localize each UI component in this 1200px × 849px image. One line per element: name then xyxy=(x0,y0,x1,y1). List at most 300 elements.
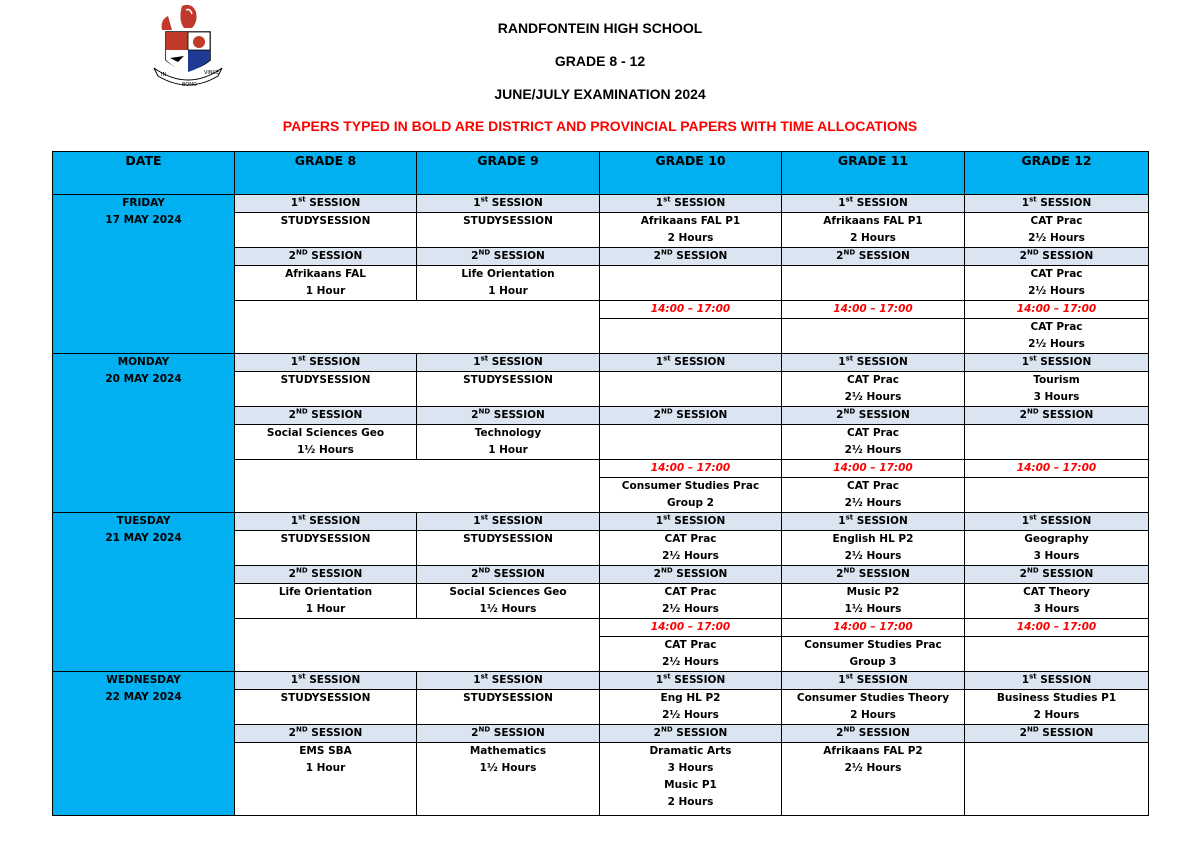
exam-cell-line: Life Orientation xyxy=(461,268,555,280)
exam-cell-line: 1½ Hours xyxy=(479,762,537,774)
session-ordinal: st xyxy=(480,195,489,204)
second-session-label xyxy=(417,725,600,743)
session-word: SESSION xyxy=(853,515,908,527)
session-word: SESSION xyxy=(307,250,363,262)
second-session-label xyxy=(965,725,1149,743)
exam-cell-line: Mathematics xyxy=(469,745,547,757)
session-ordinal: ND xyxy=(478,407,491,416)
session-word: SESSION xyxy=(305,674,361,686)
session-number: 1 xyxy=(290,197,299,209)
session-ordinal: ND xyxy=(1026,407,1039,416)
exam-cell xyxy=(235,743,417,816)
session-ordinal: st xyxy=(663,195,671,204)
session-number: 2 xyxy=(288,250,296,262)
session-word: SESSION xyxy=(670,356,726,368)
exam-cell-line: Tourism xyxy=(1033,374,1080,386)
first-session-label xyxy=(782,513,965,531)
exam-cell xyxy=(782,584,965,619)
exam-cell xyxy=(417,425,600,460)
afternoon-time-label: 14:00 – 17:00 xyxy=(965,619,1149,637)
exam-cell xyxy=(235,213,417,248)
session-word: SESSION xyxy=(1038,568,1094,580)
exam-title: JUNE/JULY EXAMINATION 2024 xyxy=(494,86,706,102)
session-word: SESSION xyxy=(672,727,728,739)
exam-cell-line: 2½ Hours xyxy=(844,762,902,774)
session-ordinal: st xyxy=(663,354,671,363)
exam-cell-line: CAT Prac xyxy=(664,533,717,545)
exam-cell-line: CAT Prac xyxy=(664,586,717,598)
exam-cell-line: STUDYSESSION xyxy=(463,374,553,386)
session-word: SESSION xyxy=(1038,250,1094,262)
first-session-label xyxy=(417,513,600,531)
session-word: SESSION xyxy=(855,250,910,262)
session-ordinal: ND xyxy=(478,725,491,734)
exam-cell-line: 2½ Hours xyxy=(844,550,902,562)
exam-cell-line: 2½ Hours xyxy=(844,391,902,403)
exam-cell xyxy=(600,584,782,619)
session-number: 2 xyxy=(1019,250,1027,262)
exam-cell xyxy=(600,372,782,407)
session-ordinal: ND xyxy=(1026,566,1039,575)
exam-cell xyxy=(235,690,417,725)
exam-cell xyxy=(965,690,1149,725)
exam-cell xyxy=(965,478,1149,513)
session-number: 1 xyxy=(1021,197,1030,209)
first-session-label xyxy=(782,195,965,213)
first-session-label xyxy=(600,195,782,213)
exam-cell-line: CAT Prac xyxy=(846,374,900,386)
exam-cell xyxy=(965,266,1149,301)
session-word: SESSION xyxy=(1038,409,1094,421)
session-ordinal: st xyxy=(845,672,854,681)
exam-cell xyxy=(965,743,1149,816)
exam-cell-line: STUDYSESSION xyxy=(280,215,371,227)
session-number: 2 xyxy=(471,568,479,580)
session-ordinal: st xyxy=(1029,672,1037,681)
exam-cell xyxy=(235,266,417,301)
first-session-label xyxy=(417,354,600,372)
afternoon-time-label: 14:00 – 17:00 xyxy=(965,460,1149,478)
session-word: SESSION xyxy=(670,197,726,209)
session-ordinal: ND xyxy=(295,248,308,257)
svg-text:VINCE: VINCE xyxy=(204,70,220,76)
exam-cell-line: STUDYSESSION xyxy=(463,692,553,704)
exam-cell-line: 2 Hours xyxy=(667,796,714,808)
second-session-label xyxy=(235,407,417,425)
first-session-label xyxy=(417,195,600,213)
exam-cell xyxy=(600,425,782,460)
exam-cell-line: 2 Hours xyxy=(1033,709,1080,721)
second-session-label xyxy=(600,407,782,425)
col-header-grade-9: GRADE 9 xyxy=(417,152,600,195)
exam-cell-line: 1½ Hours xyxy=(297,444,354,456)
session-ordinal: ND xyxy=(295,725,308,734)
first-session-label xyxy=(965,354,1149,372)
exam-cell xyxy=(965,213,1149,248)
exam-cell-line: STUDYSESSION xyxy=(463,215,553,227)
session-word: SESSION xyxy=(307,409,363,421)
exam-cell-line: Afrikaans FAL P2 xyxy=(823,745,923,757)
exam-cell xyxy=(965,319,1149,354)
second-session-label xyxy=(782,566,965,584)
exam-cell-line: Geography xyxy=(1024,533,1089,545)
exam-cell xyxy=(965,584,1149,619)
session-number: 1 xyxy=(655,515,664,527)
session-word: SESSION xyxy=(853,674,908,686)
session-ordinal: ND xyxy=(660,566,673,575)
exam-cell-line: Eng HL P2 xyxy=(660,692,721,704)
exam-cell xyxy=(235,425,417,460)
first-session-label xyxy=(965,195,1149,213)
day-date: 17 MAY 2024 xyxy=(105,214,182,226)
session-word: SESSION xyxy=(855,568,910,580)
exam-cell-line: English HL P2 xyxy=(832,533,914,545)
exam-cell xyxy=(782,690,965,725)
second-session-label xyxy=(417,566,600,584)
session-word: SESSION xyxy=(853,197,908,209)
session-ordinal: st xyxy=(298,354,306,363)
exam-cell-line: CAT Theory xyxy=(1023,586,1090,598)
session-ordinal: ND xyxy=(843,248,856,257)
exam-cell-line: Consumer Studies Prac xyxy=(621,480,760,492)
session-ordinal: st xyxy=(663,672,671,681)
session-ordinal: st xyxy=(298,672,306,681)
school-name: RANDFONTEIN HIGH SCHOOL xyxy=(497,20,703,36)
afternoon-blank-cell xyxy=(235,460,600,513)
session-number: 1 xyxy=(1021,515,1030,527)
session-number: 1 xyxy=(1021,674,1030,686)
exam-cell xyxy=(965,637,1149,672)
second-session-label xyxy=(235,248,417,266)
session-number: 1 xyxy=(290,674,299,686)
exam-cell-line: 2½ Hours xyxy=(1028,285,1085,297)
session-number: 1 xyxy=(473,356,481,368)
exam-cell-line: STUDYSESSION xyxy=(280,374,371,386)
session-word: SESSION xyxy=(490,727,545,739)
first-session-label xyxy=(600,354,782,372)
session-word: SESSION xyxy=(855,727,910,739)
session-number: 1 xyxy=(838,515,846,527)
exam-cell-line: CAT Prac xyxy=(664,639,717,651)
session1-header-row xyxy=(53,195,1149,213)
session-word: SESSION xyxy=(307,727,363,739)
session-word: SESSION xyxy=(305,515,361,527)
exam-cell-line: 2½ Hours xyxy=(662,709,719,721)
exam-cell-line: 3 Hours xyxy=(1033,391,1080,403)
session-ordinal: ND xyxy=(660,407,673,416)
session-ordinal: st xyxy=(1029,354,1037,363)
session-number: 2 xyxy=(288,568,296,580)
session-number: 1 xyxy=(838,356,846,368)
col-header-date: DATE xyxy=(53,152,235,195)
session-number: 1 xyxy=(655,197,664,209)
exam-cell-line: 3 Hours xyxy=(667,762,714,774)
col-header-grade-10: GRADE 10 xyxy=(600,152,782,195)
session-number: 1 xyxy=(1021,356,1030,368)
exam-cell xyxy=(782,743,965,816)
exam-cell-line: STUDYSESSION xyxy=(280,692,371,704)
exam-cell-line: CAT Prac xyxy=(1030,268,1083,280)
exam-cell xyxy=(417,372,600,407)
session-number: 1 xyxy=(655,674,664,686)
session-ordinal: st xyxy=(480,354,489,363)
exam-cell-line: 1 Hour xyxy=(488,444,528,456)
second-session-label xyxy=(782,248,965,266)
session-number: 2 xyxy=(653,727,661,739)
first-session-label xyxy=(417,672,600,690)
second-session-label xyxy=(235,725,417,743)
exam-cell-line: 1 Hour xyxy=(305,603,346,615)
second-session-label xyxy=(965,566,1149,584)
afternoon-time-label: 14:00 – 17:00 xyxy=(600,460,782,478)
exam-cell-line: Consumer Studies Prac xyxy=(804,639,942,651)
date-cell xyxy=(53,513,235,672)
afternoon-time-label: 14:00 – 17:00 xyxy=(965,301,1149,319)
second-session-label xyxy=(782,725,965,743)
exam-cell-line: 2½ Hours xyxy=(1028,338,1085,350)
exam-cell-line: Social Sciences Geo xyxy=(449,586,567,598)
exam-cell xyxy=(235,372,417,407)
afternoon-time-label: 14:00 – 17:00 xyxy=(782,619,965,637)
exam-cell xyxy=(782,266,965,301)
exam-cell xyxy=(600,213,782,248)
session-word: SESSION xyxy=(1036,356,1092,368)
second-session-label xyxy=(965,248,1149,266)
day-name: TUESDAY xyxy=(116,515,171,527)
second-session-label xyxy=(600,725,782,743)
session-word: SESSION xyxy=(670,674,726,686)
exam-cell xyxy=(600,478,782,513)
session-ordinal: ND xyxy=(660,248,673,257)
session-number: 2 xyxy=(471,250,479,262)
first-session-label xyxy=(600,672,782,690)
date-cell xyxy=(53,195,235,354)
exam-cell-line: 1 Hour xyxy=(488,285,528,297)
second-session-label xyxy=(600,566,782,584)
svg-text:IN: IN xyxy=(161,72,167,78)
first-session-label xyxy=(965,513,1149,531)
session-number: 2 xyxy=(836,568,844,580)
afternoon-time-label: 14:00 – 17:00 xyxy=(782,301,965,319)
exam-cell-line: 2½ Hours xyxy=(662,603,719,615)
first-session-label xyxy=(235,672,417,690)
session-ordinal: ND xyxy=(843,566,856,575)
day-name: MONDAY xyxy=(117,356,170,368)
exam-cell-line: Afrikaans FAL P1 xyxy=(640,215,741,227)
exam-cell-line: Music P1 xyxy=(664,779,717,791)
day-name: FRIDAY xyxy=(122,197,165,209)
session-number: 2 xyxy=(1019,409,1027,421)
date-cell xyxy=(53,672,235,816)
second-session-label xyxy=(782,407,965,425)
session1-header-row xyxy=(53,354,1149,372)
col-header-grade-8: GRADE 8 xyxy=(235,152,417,195)
afternoon-blank-cell xyxy=(235,301,600,354)
session-word: SESSION xyxy=(1036,674,1092,686)
grade-range: GRADE 8 - 12 xyxy=(554,53,646,69)
first-session-label xyxy=(235,513,417,531)
session-ordinal: ND xyxy=(1026,725,1039,734)
exam-cell-line: Group 3 xyxy=(849,656,897,668)
exam-cell-line: Business Studies P1 xyxy=(996,692,1117,704)
col-header-grade-11: GRADE 11 xyxy=(782,152,965,195)
session-number: 2 xyxy=(1019,568,1027,580)
session-number: 2 xyxy=(653,250,661,262)
exam-cell xyxy=(417,690,600,725)
session-number: 2 xyxy=(471,409,479,421)
session-word: SESSION xyxy=(488,674,543,686)
exam-cell-line: 2½ Hours xyxy=(662,550,719,562)
exam-cell-line: 1 Hour xyxy=(305,285,346,297)
second-session-label xyxy=(417,407,600,425)
exam-cell-line: Afrikaans FAL xyxy=(285,268,366,280)
exam-cell-line: Music P2 xyxy=(846,586,900,598)
session-word: SESSION xyxy=(305,197,361,209)
exam-cell xyxy=(782,213,965,248)
afternoon-time-label: 14:00 – 17:00 xyxy=(600,619,782,637)
session-number: 2 xyxy=(653,409,661,421)
afternoon-time-label: 14:00 – 17:00 xyxy=(600,301,782,319)
exam-cell-line: 1½ Hours xyxy=(844,603,902,615)
day-date: 21 MAY 2024 xyxy=(105,532,182,544)
exam-cell-line: 2½ Hours xyxy=(662,656,719,668)
session-number: 2 xyxy=(288,409,296,421)
second-session-label xyxy=(235,566,417,584)
exam-schedule-table xyxy=(52,151,1149,816)
exam-cell xyxy=(417,266,600,301)
exam-cell xyxy=(417,531,600,566)
day-name: WEDNESDAY xyxy=(106,674,181,686)
second-session-label xyxy=(600,248,782,266)
session-word: SESSION xyxy=(1036,515,1092,527)
session-word: SESSION xyxy=(488,356,543,368)
exam-cell xyxy=(782,372,965,407)
session-word: SESSION xyxy=(488,515,543,527)
session-number: 1 xyxy=(838,197,846,209)
col-header-grade-12: GRADE 12 xyxy=(965,152,1149,195)
exam-cell-line: 2½ Hours xyxy=(844,444,902,456)
afternoon-time-label: 14:00 – 17:00 xyxy=(782,460,965,478)
exam-cell xyxy=(782,478,965,513)
second-session-label xyxy=(417,248,600,266)
session-word: SESSION xyxy=(305,356,361,368)
exam-cell-line: CAT Prac xyxy=(1030,321,1083,333)
first-session-label xyxy=(782,354,965,372)
exam-cell xyxy=(965,372,1149,407)
exam-cell-line: 2 Hours xyxy=(850,709,896,721)
exam-cell-line: Social Sciences Geo xyxy=(266,427,385,439)
session-word: SESSION xyxy=(307,568,363,580)
exam-cell-line: CAT Prac xyxy=(846,480,900,492)
column-header-row xyxy=(53,152,1149,195)
exam-cell xyxy=(600,319,782,354)
session1-header-row xyxy=(53,513,1149,531)
session-word: SESSION xyxy=(853,356,908,368)
exam-cell-line: Afrikaans FAL P1 xyxy=(823,215,923,227)
session-number: 1 xyxy=(473,197,481,209)
session-word: SESSION xyxy=(855,409,910,421)
exam-cell-line: Technology xyxy=(474,427,542,439)
exam-cell-line: 3 Hours xyxy=(1033,550,1080,562)
session-ordinal: ND xyxy=(660,725,673,734)
exam-cell xyxy=(782,531,965,566)
exam-cell-line: 1 Hour xyxy=(305,762,346,774)
exam-cell xyxy=(417,213,600,248)
exam-cell xyxy=(600,637,782,672)
exam-cell-line: 2 Hours xyxy=(850,232,896,244)
exam-cell xyxy=(417,743,600,816)
exam-cell-line: Consumer Studies Theory xyxy=(796,692,950,704)
session-number: 2 xyxy=(836,409,844,421)
session-word: SESSION xyxy=(490,568,545,580)
exam-cell xyxy=(782,319,965,354)
session-ordinal: ND xyxy=(843,725,856,734)
session-word: SESSION xyxy=(1038,727,1094,739)
exam-cell-line: 3 Hours xyxy=(1033,603,1080,615)
first-session-label xyxy=(965,672,1149,690)
session-ordinal: ND xyxy=(478,566,491,575)
session-ordinal: st xyxy=(298,513,306,522)
exam-cell xyxy=(782,425,965,460)
session-ordinal: ND xyxy=(1026,248,1039,257)
session-ordinal: st xyxy=(663,513,671,522)
exam-cell-line: 2½ Hours xyxy=(844,497,902,509)
exam-cell-line: STUDYSESSION xyxy=(463,533,553,545)
session-ordinal: ND xyxy=(295,407,308,416)
session-word: SESSION xyxy=(490,250,545,262)
session-number: 1 xyxy=(473,515,481,527)
session1-header-row xyxy=(53,672,1149,690)
exam-cell xyxy=(235,531,417,566)
session-number: 2 xyxy=(288,727,296,739)
exam-cell xyxy=(600,266,782,301)
exam-cell-line: EMS SBA xyxy=(299,745,352,757)
exam-cell xyxy=(600,743,782,816)
exam-cell-line: CAT Prac xyxy=(846,427,900,439)
session-ordinal: st xyxy=(1029,195,1037,204)
first-session-label xyxy=(600,513,782,531)
session-number: 1 xyxy=(290,515,299,527)
second-session-label xyxy=(965,407,1149,425)
session-ordinal: st xyxy=(480,513,489,522)
day-date: 20 MAY 2024 xyxy=(105,373,182,385)
exam-cell xyxy=(417,584,600,619)
exam-cell xyxy=(965,425,1149,460)
exam-cell-line: 2½ Hours xyxy=(1028,232,1085,244)
exam-cell-line: 1½ Hours xyxy=(479,603,537,615)
session-word: SESSION xyxy=(672,250,728,262)
afternoon-blank-cell xyxy=(235,619,600,672)
exam-cell xyxy=(235,584,417,619)
session-ordinal: ND xyxy=(843,407,856,416)
exam-cell-line: Dramatic Arts xyxy=(649,745,732,757)
session-number: 1 xyxy=(655,356,664,368)
session-word: SESSION xyxy=(672,568,728,580)
session-ordinal: st xyxy=(480,672,489,681)
session-number: 2 xyxy=(471,727,479,739)
session-word: SESSION xyxy=(670,515,726,527)
session-number: 2 xyxy=(653,568,661,580)
school-crest-logo xyxy=(152,2,224,88)
session-ordinal: st xyxy=(298,195,306,204)
session-ordinal: ND xyxy=(295,566,308,575)
exam-cell xyxy=(782,637,965,672)
session-number: 1 xyxy=(290,356,299,368)
exam-cell xyxy=(965,531,1149,566)
exam-cell-line: Life Orientation xyxy=(278,586,373,598)
session-word: SESSION xyxy=(672,409,728,421)
exam-cell-line: CAT Prac xyxy=(1030,215,1083,227)
